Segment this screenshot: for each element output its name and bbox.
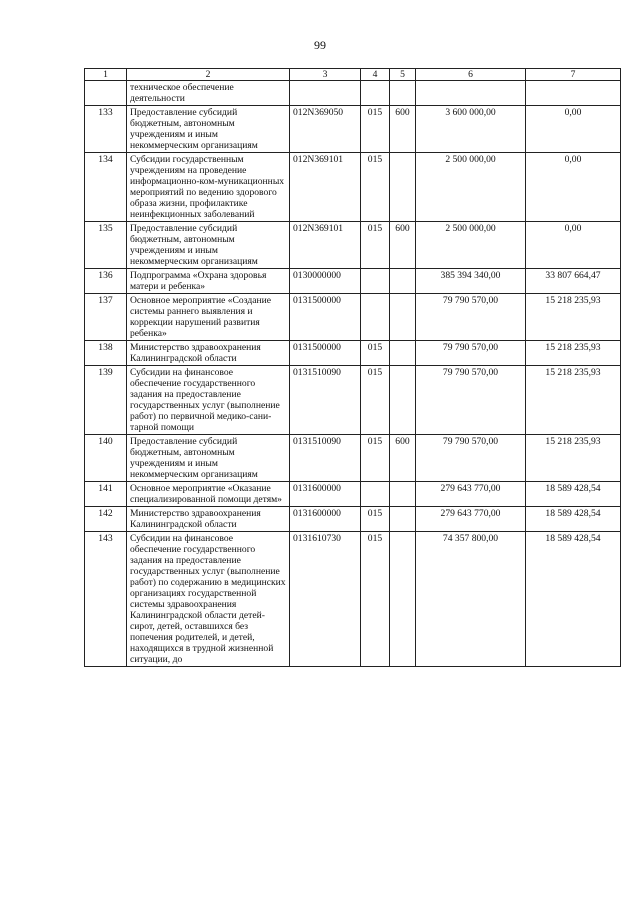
ministry-code-cell: 015 xyxy=(361,153,390,222)
column-header: 4 xyxy=(361,69,390,81)
expense-type-cell xyxy=(390,269,416,294)
target-code-cell: 0131500000 xyxy=(290,341,361,366)
table-body xyxy=(85,81,621,667)
table-header-row xyxy=(85,69,621,81)
executed-amount-cell xyxy=(526,81,621,106)
expense-type-cell xyxy=(390,366,416,435)
row-number-cell: 139 xyxy=(85,366,127,435)
ministry-code-cell: 015 xyxy=(361,532,390,667)
expense-type-cell: 600 xyxy=(390,106,416,153)
plan-amount-cell: 79 790 570,00 xyxy=(416,366,526,435)
item-name-cell: Подпрограмма «Охрана здоровья матери и ребенка» xyxy=(127,269,290,294)
expense-type-cell xyxy=(390,294,416,341)
row-number-cell: 136 xyxy=(85,269,127,294)
column-header: 1 xyxy=(85,69,127,81)
target-code-cell: 0131510090 xyxy=(290,435,361,482)
ministry-code-cell: 015 xyxy=(361,341,390,366)
item-name-cell: техническое обеспечение деятельности xyxy=(127,81,290,106)
budget-table xyxy=(84,68,621,667)
ministry-code-cell: 015 xyxy=(361,222,390,269)
ministry-code-cell: 015 xyxy=(361,106,390,153)
table-row xyxy=(85,81,621,106)
executed-amount-cell: 15 218 235,93 xyxy=(526,294,621,341)
table-row xyxy=(85,532,621,667)
item-name-cell: Министерство здравоохранения Калининградской области xyxy=(127,341,290,366)
executed-amount-cell: 18 589 428,54 xyxy=(526,507,621,532)
target-code-cell: 0131600000 xyxy=(290,482,361,507)
expense-type-cell xyxy=(390,153,416,222)
target-code-cell: 0131600000 xyxy=(290,507,361,532)
table-row xyxy=(85,222,621,269)
expense-type-cell: 600 xyxy=(390,222,416,269)
table-row xyxy=(85,435,621,482)
table-row xyxy=(85,507,621,532)
row-number-cell: 133 xyxy=(85,106,127,153)
plan-amount-cell: 2 500 000,00 xyxy=(416,153,526,222)
expense-type-cell xyxy=(390,507,416,532)
ministry-code-cell: 015 xyxy=(361,507,390,532)
item-name-cell: Основное мероприятие «Оказание специализированной помощи детям» xyxy=(127,482,290,507)
executed-amount-cell: 15 218 235,93 xyxy=(526,341,621,366)
column-header: 6 xyxy=(416,69,526,81)
column-header: 7 xyxy=(526,69,621,81)
target-code-cell xyxy=(290,81,361,106)
plan-amount-cell: 385 394 340,00 xyxy=(416,269,526,294)
item-name-cell: Субсидии государственным учреждениям на проведение информационно-ком-муникационных мероприятий по ведению здорового образа жизни, профилактике неинфекционных заболеваний xyxy=(127,153,290,222)
expense-type-cell: 600 xyxy=(390,435,416,482)
table-row xyxy=(85,153,621,222)
plan-amount-cell: 279 643 770,00 xyxy=(416,507,526,532)
column-header: 5 xyxy=(390,69,416,81)
row-number-cell: 135 xyxy=(85,222,127,269)
column-header: 3 xyxy=(290,69,361,81)
target-code-cell: 0130000000 xyxy=(290,269,361,294)
row-number-cell: 138 xyxy=(85,341,127,366)
row-number-cell: 140 xyxy=(85,435,127,482)
executed-amount-cell: 33 807 664,47 xyxy=(526,269,621,294)
ministry-code-cell xyxy=(361,81,390,106)
ministry-code-cell: 015 xyxy=(361,435,390,482)
target-code-cell: 012N369101 xyxy=(290,222,361,269)
row-number-cell: 137 xyxy=(85,294,127,341)
row-number-cell xyxy=(85,81,127,106)
item-name-cell: Субсидии на финансовое обеспечение государственного задания на предоставление государственных услуг (выполнение работ) по содержанию в медицинских организациях государственной системы здравоохранения Калининградской области детей-сирот, детей, оставшихся без попечения родителей, и детей, находящихся в трудной жизненной ситуации, до xyxy=(127,532,290,667)
item-name-cell: Основное мероприятие «Создание системы раннего выявления и коррекции нарушений развития ребенка» xyxy=(127,294,290,341)
executed-amount-cell: 18 589 428,54 xyxy=(526,482,621,507)
executed-amount-cell: 18 589 428,54 xyxy=(526,532,621,667)
plan-amount-cell: 3 600 000,00 xyxy=(416,106,526,153)
row-number-cell: 143 xyxy=(85,532,127,667)
plan-amount-cell: 74 357 800,00 xyxy=(416,532,526,667)
expense-type-cell xyxy=(390,81,416,106)
table-row xyxy=(85,366,621,435)
expense-type-cell xyxy=(390,341,416,366)
table-row xyxy=(85,269,621,294)
target-code-cell: 0131500000 xyxy=(290,294,361,341)
expense-type-cell xyxy=(390,482,416,507)
plan-amount-cell: 79 790 570,00 xyxy=(416,341,526,366)
target-code-cell: 0131610730 xyxy=(290,532,361,667)
plan-amount-cell: 2 500 000,00 xyxy=(416,222,526,269)
target-code-cell: 012N369050 xyxy=(290,106,361,153)
target-code-cell: 0131510090 xyxy=(290,366,361,435)
expense-type-cell xyxy=(390,532,416,667)
item-name-cell: Министерство здравоохранения Калининградской области xyxy=(127,507,290,532)
target-code-cell: 012N369101 xyxy=(290,153,361,222)
executed-amount-cell: 0,00 xyxy=(526,106,621,153)
ministry-code-cell: 015 xyxy=(361,366,390,435)
executed-amount-cell: 15 218 235,93 xyxy=(526,435,621,482)
plan-amount-cell: 79 790 570,00 xyxy=(416,435,526,482)
plan-amount-cell: 279 643 770,00 xyxy=(416,482,526,507)
ministry-code-cell xyxy=(361,482,390,507)
table-row xyxy=(85,482,621,507)
table-row xyxy=(85,294,621,341)
plan-amount-cell xyxy=(416,81,526,106)
plan-amount-cell: 79 790 570,00 xyxy=(416,294,526,341)
row-number-cell: 142 xyxy=(85,507,127,532)
ministry-code-cell xyxy=(361,294,390,341)
table-row xyxy=(85,341,621,366)
row-number-cell: 141 xyxy=(85,482,127,507)
executed-amount-cell: 0,00 xyxy=(526,222,621,269)
executed-amount-cell: 0,00 xyxy=(526,153,621,222)
page-number: 99 xyxy=(314,38,326,52)
item-name-cell: Предоставление субсидий бюджетным, автономным учреждениям и иным некоммерческим организациям xyxy=(127,222,290,269)
item-name-cell: Субсидии на финансовое обеспечение государственного задания на предоставление государственных услуг (выполнение работ) по первичной медико-сани-тарной помощи xyxy=(127,366,290,435)
row-number-cell: 134 xyxy=(85,153,127,222)
item-name-cell: Предоставление субсидий бюджетным, автономным учреждениям и иным некоммерческим организациям xyxy=(127,435,290,482)
item-name-cell: Предоставление субсидий бюджетным, автономным учреждениям и иным некоммерческим организациям xyxy=(127,106,290,153)
column-header: 2 xyxy=(127,69,290,81)
table-row xyxy=(85,106,621,153)
ministry-code-cell xyxy=(361,269,390,294)
executed-amount-cell: 15 218 235,93 xyxy=(526,366,621,435)
